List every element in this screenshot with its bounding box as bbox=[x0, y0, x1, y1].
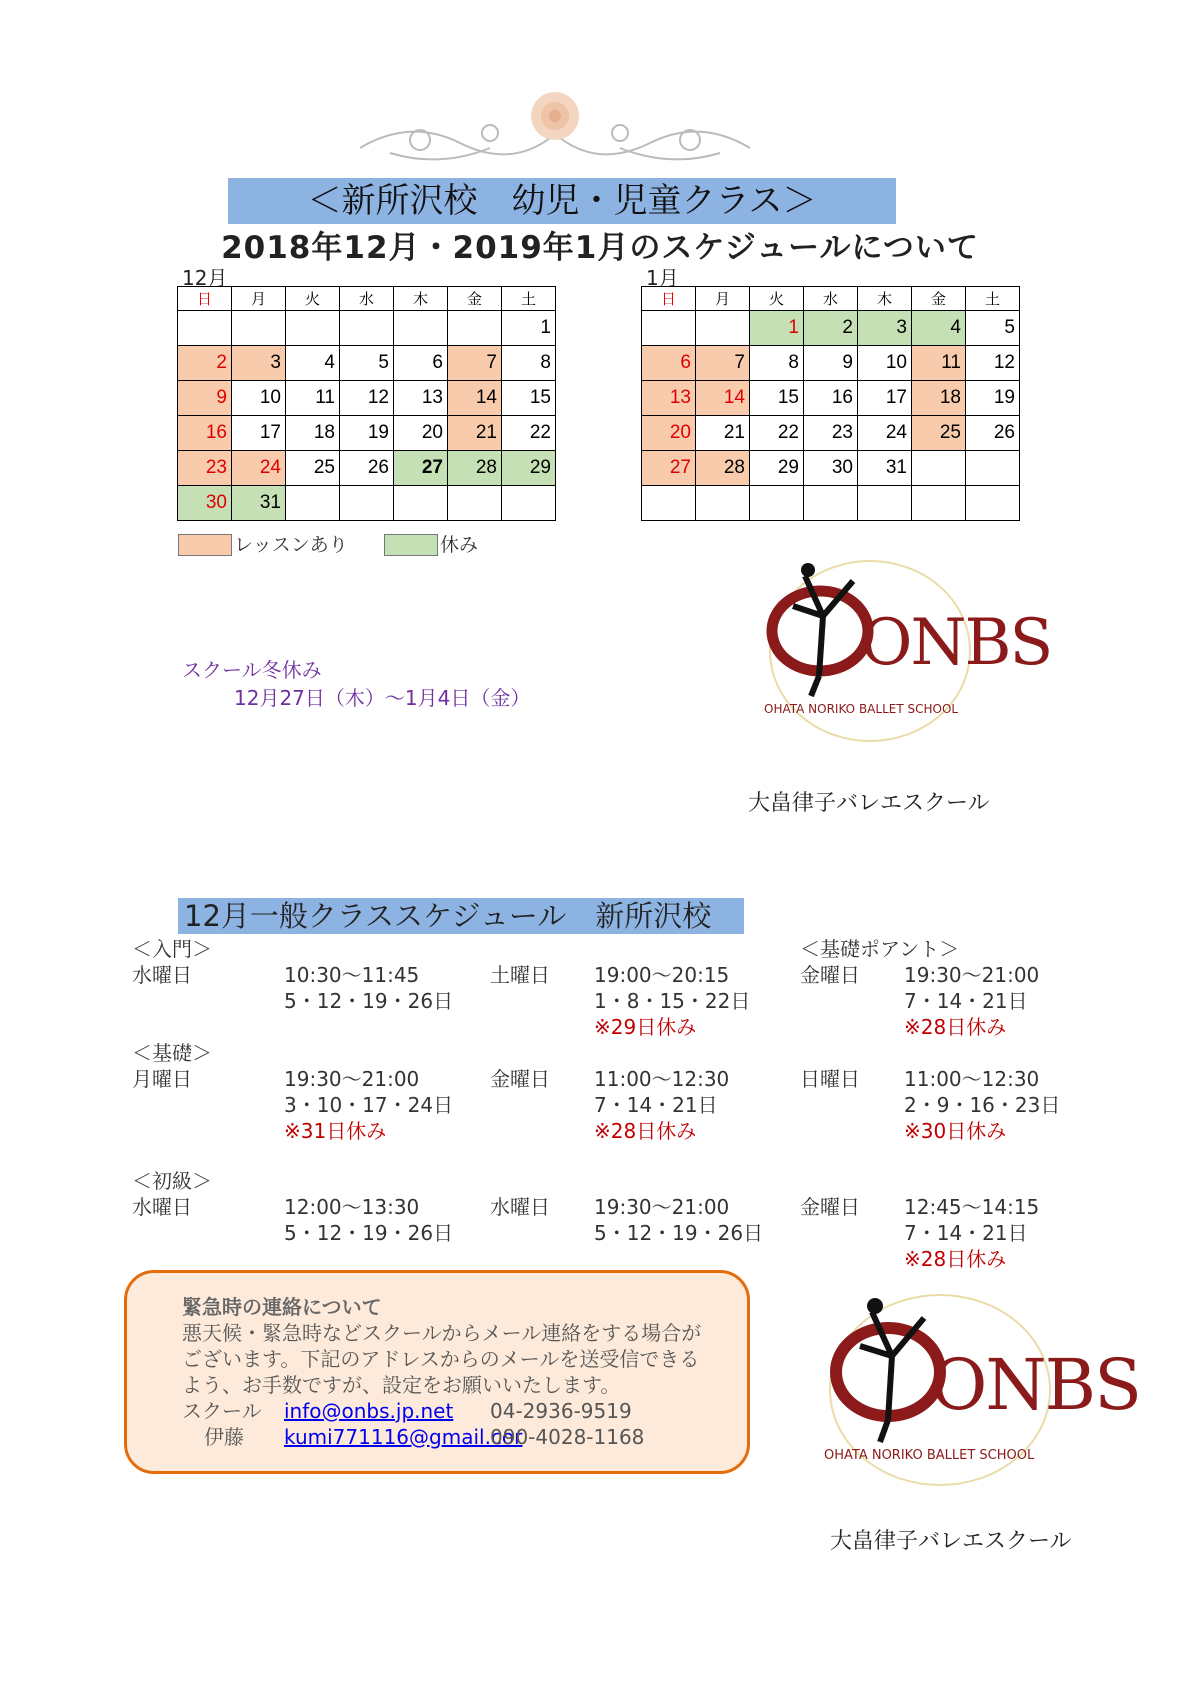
calendar-day-cell: 25 bbox=[286, 451, 340, 486]
weekday-header: 土 bbox=[966, 287, 1020, 311]
calendar-day-cell bbox=[912, 451, 966, 486]
shokyu-a-day: 水曜日 bbox=[132, 1195, 192, 1219]
onbs-logo bbox=[750, 556, 1052, 746]
calendar-day-cell bbox=[394, 311, 448, 346]
calendar-day-cell bbox=[448, 486, 502, 521]
calendar-day-cell: 23 bbox=[178, 451, 232, 486]
shokyu-b-time: 19:30～21:00 bbox=[594, 1195, 730, 1219]
weekday-header: 日 bbox=[642, 287, 696, 311]
calendar-day-cell bbox=[232, 311, 286, 346]
contact-ito-email-link[interactable]: kumi771116@gmail.cor bbox=[284, 1425, 523, 1449]
rose-ornament bbox=[350, 88, 760, 168]
contact-school-label: スクール bbox=[182, 1399, 262, 1423]
calendar-day-cell: 8 bbox=[502, 346, 556, 381]
calendar-day-cell: 27 bbox=[642, 451, 696, 486]
shokyu-a-dates: 5・12・19・26日 bbox=[284, 1221, 454, 1245]
calendar-day-cell: 3 bbox=[232, 346, 286, 381]
calendar-day-cell: 3 bbox=[858, 311, 912, 346]
weekday-header: 火 bbox=[750, 287, 804, 311]
calendar-day-cell bbox=[642, 311, 696, 346]
kiso-c-day: 日曜日 bbox=[800, 1067, 860, 1091]
onbs-logo-caption: OHATA NORIKO BALLET SCHOOL bbox=[764, 702, 959, 716]
nyumon-a-day: 水曜日 bbox=[132, 963, 192, 987]
contact-body-3: よう、お手数ですが、設定をお願いいたします。 bbox=[182, 1373, 621, 1397]
winter-break-note bbox=[182, 656, 530, 712]
calendar-day-cell: 19 bbox=[340, 416, 394, 451]
weekday-header: 月 bbox=[232, 287, 286, 311]
calendar-day-cell: 11 bbox=[286, 381, 340, 416]
pointe-label: ＜基礎ポアント＞ bbox=[800, 937, 960, 961]
january-calendar bbox=[641, 286, 1020, 521]
calendar-day-cell: 26 bbox=[966, 416, 1020, 451]
kiso-b-note: ※28日休み bbox=[594, 1119, 697, 1143]
calendar-day-cell bbox=[804, 486, 858, 521]
calendar-day-cell: 14 bbox=[696, 381, 750, 416]
calendar-day-cell bbox=[286, 486, 340, 521]
calendar-day-cell: 12 bbox=[966, 346, 1020, 381]
page-title: ＜新所沢校 幼児・児童クラス＞ bbox=[307, 181, 817, 221]
weekday-header: 土 bbox=[502, 287, 556, 311]
calendar-day-cell: 13 bbox=[394, 381, 448, 416]
contact-title: 緊急時の連絡について bbox=[182, 1295, 382, 1319]
calendar-day-cell: 28 bbox=[448, 451, 502, 486]
calendar-day-cell bbox=[912, 486, 966, 521]
calendar-day-cell: 27 bbox=[394, 451, 448, 486]
shokyu-c-note: ※28日休み bbox=[904, 1247, 1007, 1271]
calendar-day-cell: 12 bbox=[340, 381, 394, 416]
calendar-day-cell: 10 bbox=[232, 381, 286, 416]
kiso-c-dates: 2・9・16・23日 bbox=[904, 1093, 1061, 1117]
calendar-day-cell: 18 bbox=[286, 416, 340, 451]
calendar-day-cell bbox=[178, 311, 232, 346]
kiso-b-day: 金曜日 bbox=[490, 1067, 550, 1091]
calendar-day-cell bbox=[394, 486, 448, 521]
december-label: 12月 bbox=[182, 266, 228, 290]
calendar-day-cell: 31 bbox=[232, 486, 286, 521]
calendar-day-cell bbox=[502, 486, 556, 521]
nyumon-a-time: 10:30～11:45 bbox=[284, 963, 420, 987]
calendar-day-cell: 4 bbox=[286, 346, 340, 381]
calendar-day-cell bbox=[966, 451, 1020, 486]
calendar-day-cell bbox=[696, 486, 750, 521]
calendar-day-cell bbox=[696, 311, 750, 346]
shokyu-c-time: 12:45～14:15 bbox=[904, 1195, 1040, 1219]
calendar-day-cell: 20 bbox=[394, 416, 448, 451]
nyumon-a-dates: 5・12・19・26日 bbox=[284, 989, 454, 1013]
kiso-b-time: 11:00～12:30 bbox=[594, 1067, 730, 1091]
calendar-day-cell: 8 bbox=[750, 346, 804, 381]
legend-lesson-swatch bbox=[178, 534, 232, 556]
calendar-day-cell: 24 bbox=[232, 451, 286, 486]
school-name-bottom: 大畠律子バレエスクール bbox=[830, 1529, 1072, 1554]
weekday-header: 火 bbox=[286, 287, 340, 311]
contact-ito-label: 伊藤 bbox=[204, 1425, 244, 1449]
calendar-day-cell: 1 bbox=[502, 311, 556, 346]
kiso-c-time: 11:00～12:30 bbox=[904, 1067, 1040, 1091]
legend-lesson-label: レッスンあり bbox=[234, 534, 348, 556]
calendar-day-cell bbox=[286, 311, 340, 346]
pointe-a-note: ※28日休み bbox=[904, 1015, 1007, 1039]
contact-body-2: ございます。下記のアドレスからのメールを送受信できる bbox=[182, 1347, 700, 1371]
calendar-day-cell: 22 bbox=[750, 416, 804, 451]
calendar-day-cell: 30 bbox=[804, 451, 858, 486]
calendar-day-cell: 1 bbox=[750, 311, 804, 346]
december-calendar bbox=[177, 286, 556, 521]
calendar-day-cell: 17 bbox=[858, 381, 912, 416]
calendar-day-cell bbox=[642, 486, 696, 521]
kiso-a-day: 月曜日 bbox=[132, 1067, 192, 1091]
calendar-day-cell bbox=[858, 486, 912, 521]
kiso-label: ＜基礎＞ bbox=[132, 1041, 212, 1065]
contact-body-1: 悪天候・緊急時などスクールからメール連絡をする場合が bbox=[182, 1321, 702, 1345]
calendar-day-cell: 15 bbox=[750, 381, 804, 416]
calendar-day-cell: 17 bbox=[232, 416, 286, 451]
onbs-logo-bottom-caption: OHATA NORIKO BALLET SCHOOL bbox=[824, 1448, 1035, 1463]
calendar-day-cell: 28 bbox=[696, 451, 750, 486]
calendar-day-cell: 11 bbox=[912, 346, 966, 381]
weekday-header: 水 bbox=[804, 287, 858, 311]
weekday-header: 金 bbox=[448, 287, 502, 311]
nyumon-label: ＜入門＞ bbox=[132, 937, 212, 961]
shokyu-c-day: 金曜日 bbox=[800, 1195, 860, 1219]
calendar-day-cell bbox=[966, 486, 1020, 521]
nyumon-b-note: ※29日休み bbox=[594, 1015, 697, 1039]
page-subtitle: 2018年12月・2019年1月のスケジュールについて bbox=[221, 230, 979, 266]
kiso-c-note: ※30日休み bbox=[904, 1119, 1007, 1143]
calendar-day-cell: 9 bbox=[804, 346, 858, 381]
calendar-day-cell: 15 bbox=[502, 381, 556, 416]
school-name: 大畠律子バレエスクール bbox=[748, 791, 990, 816]
shokyu-b-dates: 5・12・19・26日 bbox=[594, 1221, 764, 1245]
calendar-day-cell: 4 bbox=[912, 311, 966, 346]
contact-school-phone: 04-2936-9519 bbox=[490, 1399, 632, 1423]
calendar-day-cell: 21 bbox=[696, 416, 750, 451]
calendar-day-cell: 25 bbox=[912, 416, 966, 451]
january-label: 1月 bbox=[646, 266, 679, 290]
kiso-a-time: 19:30～21:00 bbox=[284, 1067, 420, 1091]
nyumon-b-time: 19:00～20:15 bbox=[594, 963, 730, 987]
calendar-day-cell: 13 bbox=[642, 381, 696, 416]
onbs-logo-letters: ONBS bbox=[860, 606, 1052, 680]
legend-holiday-swatch bbox=[384, 534, 438, 556]
calendar-day-cell: 29 bbox=[750, 451, 804, 486]
pointe-a-dates: 7・14・21日 bbox=[904, 989, 1028, 1013]
calendar-day-cell: 23 bbox=[804, 416, 858, 451]
shokyu-c-dates: 7・14・21日 bbox=[904, 1221, 1028, 1245]
calendar-day-cell: 2 bbox=[804, 311, 858, 346]
nyumon-b-dates: 1・8・15・22日 bbox=[594, 989, 751, 1013]
weekday-header: 木 bbox=[858, 287, 912, 311]
calendar-day-cell: 16 bbox=[178, 416, 232, 451]
calendar-day-cell: 21 bbox=[448, 416, 502, 451]
kiso-a-dates: 3・10・17・24日 bbox=[284, 1093, 454, 1117]
winter-break-title: スクール冬休み bbox=[182, 658, 322, 682]
calendar-day-cell: 14 bbox=[448, 381, 502, 416]
calendar-day-cell: 10 bbox=[858, 346, 912, 381]
weekday-header: 日 bbox=[178, 287, 232, 311]
calendar-day-cell: 6 bbox=[394, 346, 448, 381]
calendar-day-cell: 22 bbox=[502, 416, 556, 451]
onbs-logo-bottom-letters: ONBS bbox=[930, 1344, 1141, 1426]
calendar-day-cell: 7 bbox=[696, 346, 750, 381]
contact-school-email-link[interactable]: info@onbs.jp.net bbox=[284, 1399, 454, 1423]
calendar-day-cell: 29 bbox=[502, 451, 556, 486]
weekday-header: 水 bbox=[340, 287, 394, 311]
calendar-day-cell: 5 bbox=[966, 311, 1020, 346]
calendar-day-cell: 19 bbox=[966, 381, 1020, 416]
calendar-day-cell: 30 bbox=[178, 486, 232, 521]
calendar-day-cell: 16 bbox=[804, 381, 858, 416]
calendar-day-cell: 24 bbox=[858, 416, 912, 451]
calendar-day-cell: 7 bbox=[448, 346, 502, 381]
shokyu-label: ＜初級＞ bbox=[132, 1169, 212, 1193]
onbs-logo-bottom bbox=[810, 1290, 1141, 1490]
calendar-day-cell bbox=[340, 311, 394, 346]
calendar-day-cell bbox=[448, 311, 502, 346]
weekday-header: 木 bbox=[394, 287, 448, 311]
calendar-day-cell: 31 bbox=[858, 451, 912, 486]
calendar-day-cell: 20 bbox=[642, 416, 696, 451]
calendar-day-cell: 18 bbox=[912, 381, 966, 416]
legend-holiday-label: 休み bbox=[440, 534, 479, 556]
calendar-day-cell: 9 bbox=[178, 381, 232, 416]
calendar-day-cell: 6 bbox=[642, 346, 696, 381]
weekday-header: 月 bbox=[696, 287, 750, 311]
calendar-day-cell bbox=[750, 486, 804, 521]
calendar-day-cell: 5 bbox=[340, 346, 394, 381]
general-schedule-title: 12月一般クラススケジュール 新所沢校 bbox=[184, 899, 712, 933]
shokyu-b-day: 水曜日 bbox=[490, 1195, 550, 1219]
calendar-day-cell: 2 bbox=[178, 346, 232, 381]
winter-break-dates: 12月27日（木）～1月4日（金） bbox=[234, 686, 531, 710]
calendar-day-cell bbox=[340, 486, 394, 521]
weekday-header: 金 bbox=[912, 287, 966, 311]
kiso-a-note: ※31日休み bbox=[284, 1119, 387, 1143]
contact-ito-phone: 090-4028-1168 bbox=[490, 1425, 645, 1449]
pointe-a-day: 金曜日 bbox=[800, 963, 860, 987]
calendar-day-cell: 26 bbox=[340, 451, 394, 486]
shokyu-a-time: 12:00～13:30 bbox=[284, 1195, 420, 1219]
nyumon-b-day: 土曜日 bbox=[490, 963, 550, 987]
pointe-a-time: 19:30～21:00 bbox=[904, 963, 1040, 987]
kiso-b-dates: 7・14・21日 bbox=[594, 1093, 718, 1117]
